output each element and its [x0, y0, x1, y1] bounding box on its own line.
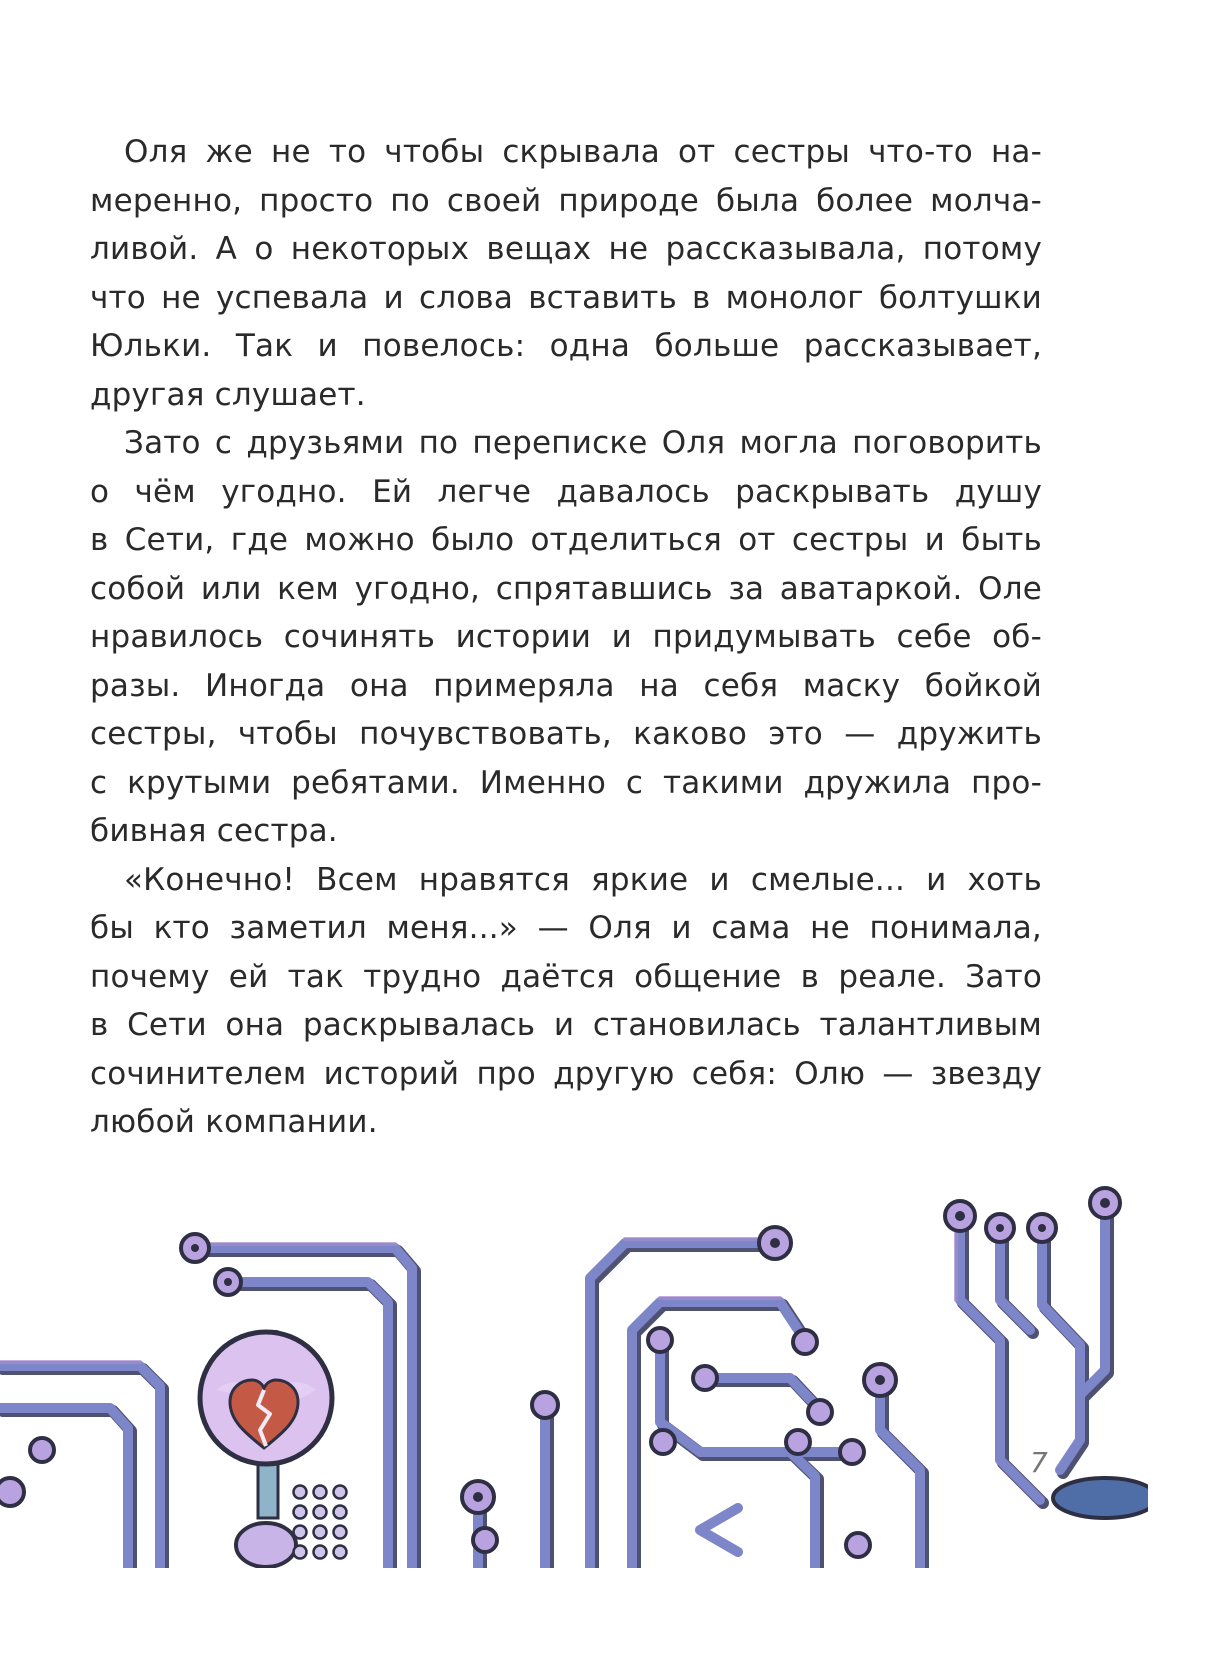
text-line: Зато с друзьями по переписке Оля могла поговорить [124, 425, 1042, 461]
paragraph [90, 128, 1042, 419]
page-text [90, 128, 1042, 1147]
text-line: Оля же не то чтобы скрывала от сестры что-то на- [124, 134, 1042, 170]
text-line: сочинителем историй про другую себя: Олю — звезду [90, 1055, 1042, 1092]
circuit-trace-icon [0, 1188, 1148, 1568]
text-line: собой или кем угодно, спрятавшись за аватаркой. Оле [90, 570, 1042, 607]
text-line: что не успевала и слова вставить в монолог болтушки [90, 279, 1042, 316]
text-line: меренно, просто по своей природе была более молча- [90, 182, 1042, 219]
text-line: о чём угодно. Ей легче давалось раскрывать душу [90, 473, 1042, 510]
text-line: Юльки. Так и повелось: одна больше рассказывает, [90, 328, 1042, 364]
heart-bulb [200, 1332, 332, 1567]
text-line: «Конечно! Всем нравятся яркие и смелые... и хоть [124, 861, 1042, 898]
text-line: в Сети она раскрывалась и становилась талантливым [90, 1007, 1042, 1043]
text-line: другая слушает. [90, 376, 366, 413]
text-line: ливой. А о некоторых вещах не рассказывала, потому [90, 231, 1042, 267]
text-line: бивная сестра. [90, 813, 338, 849]
text-line: бы кто заметил меня...» — Оля и сама не понимала, [90, 910, 1042, 946]
keypad-icon [294, 1486, 347, 1559]
text-line: любой компании. [90, 1104, 378, 1140]
text-line: почему ей так трудно даётся общение в реале. Зато [90, 958, 1042, 995]
text-line: сестры, чтобы почувствовать, каково это — дружить [90, 716, 1042, 752]
text-line: с крутыми ребятами. Именно с такими дружила про- [90, 764, 1042, 801]
text-line: нравилось сочинять истории и придумывать себе об- [90, 619, 1042, 655]
text-line: в Сети, где можно было отделиться от сестры и быть [90, 522, 1042, 558]
page-number: 7 [1030, 1446, 1048, 1479]
paragraph [90, 856, 1042, 1147]
paragraph [90, 419, 1042, 856]
circuit-board-illustration [0, 1180, 1148, 1568]
text-line: разы. Иногда она примеряла на себя маску бойкой [90, 667, 1042, 704]
